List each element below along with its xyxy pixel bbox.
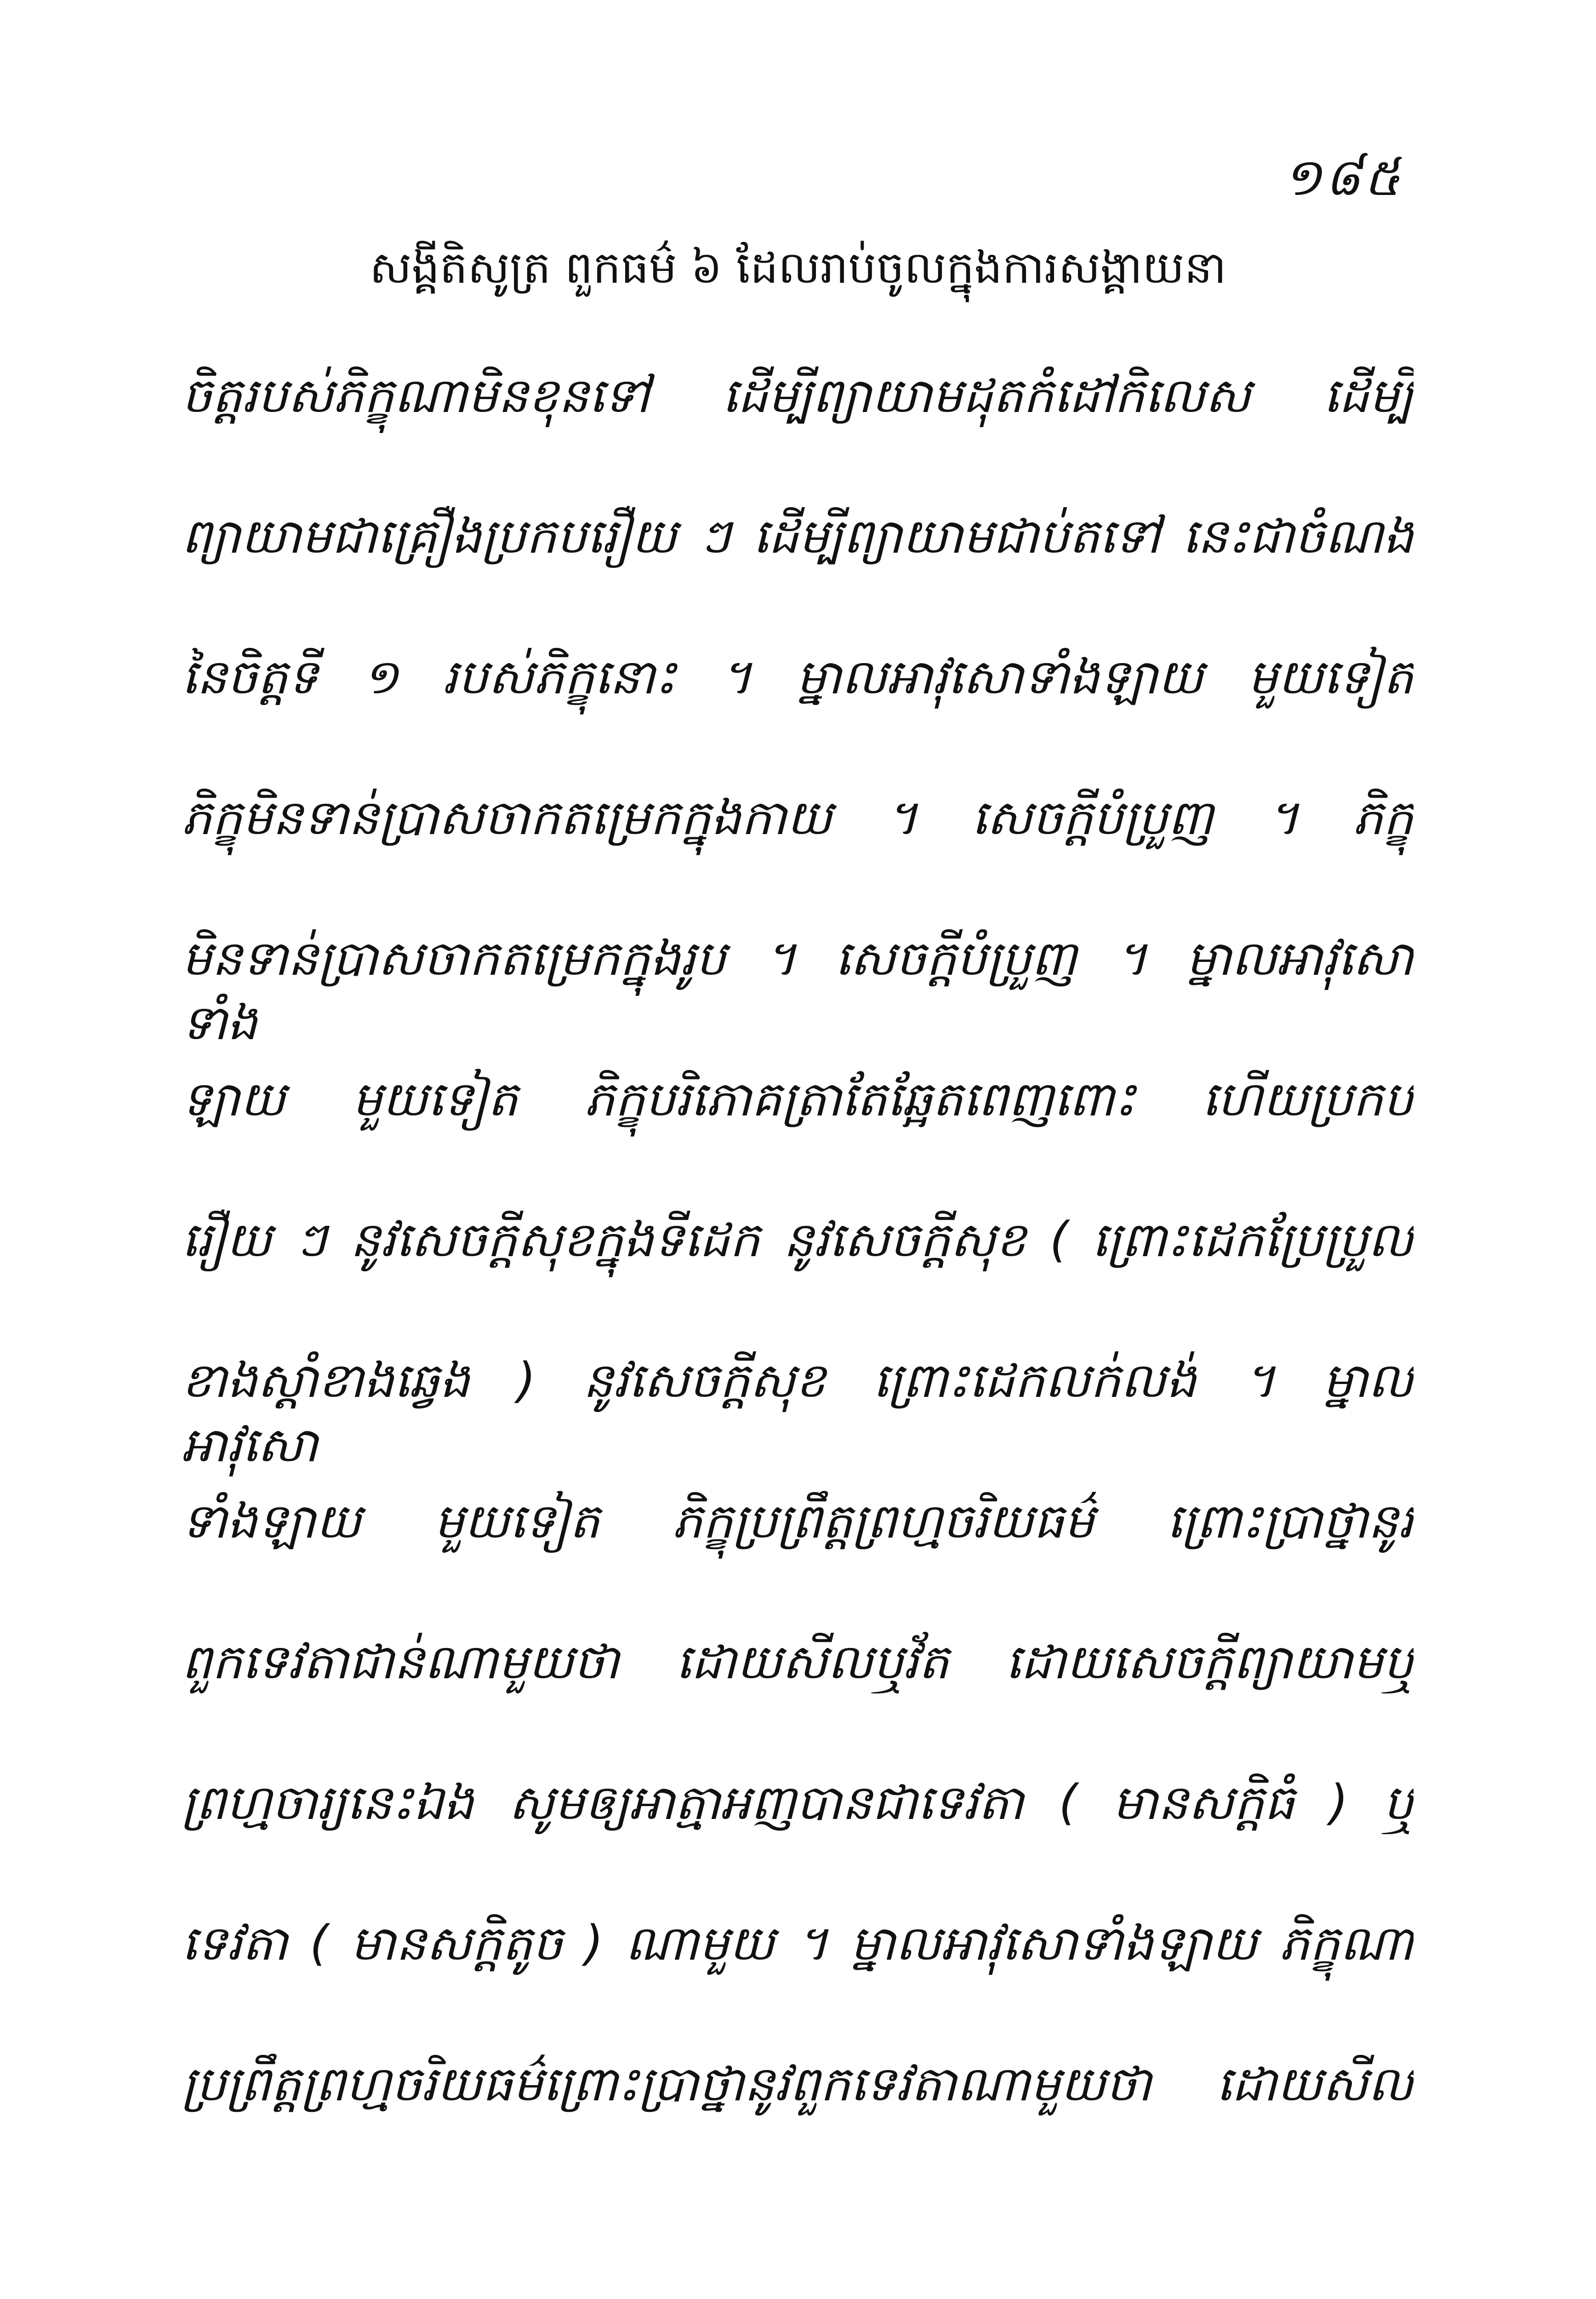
text-line: ឡាយ មួយទៀត ភិក្ខុបរិភោគត្រាតែឆ្អែតពេញពោះ ហើយប្រកប bbox=[182, 1071, 1414, 1127]
text-line: ទាំងឡាយ មួយទៀត ភិក្ខុប្រព្រឹត្តព្រហ្មចរិយធម៌ ព្រោះប្រាថ្នានូវ bbox=[182, 1493, 1414, 1549]
text-line: ប្រព្រឹត្តព្រហ្មចរិយធម៌ព្រោះប្រាថ្នានូវពួកទេវតាណាមួយថា ដោយសីល bbox=[182, 2056, 1414, 2112]
text-line: មិនទាន់ប្រាសចាកតម្រេកក្នុងរូប ។ សេចក្តីបំប្រួញ ។ ម្នាលអាវុសោទាំង bbox=[182, 930, 1414, 1051]
text-line: ទេវតា ( មានសក្តិតូច ) ណាមួយ ។ ម្នាលអាវុសោទាំងឡាយ ភិក្ខុណា bbox=[182, 1915, 1414, 1971]
body-text bbox=[182, 363, 1414, 2192]
text-line: ភិក្ខុមិនទាន់ប្រាសចាកតម្រេកក្នុងកាយ ។ សេចក្តីបំប្រួញ ។ ភិក្ខុ bbox=[182, 789, 1414, 846]
text-line: ខាងស្តាំខាងឆ្វេង ) នូវសេចក្តីសុខ ព្រោះដេកលក់លង់ ។ ម្នាលអាវុសោ bbox=[182, 1352, 1414, 1473]
text-line: នៃចិត្តទី ១ របស់ភិក្ខុនោះ ។ ម្នាលអាវុសោទាំងឡាយ មួយទៀត bbox=[182, 649, 1414, 705]
page-number: ១៨៥ bbox=[1282, 148, 1403, 207]
running-header: សង្គីតិសូត្រ ពួកធម៌ ៦ ដែលរាប់ចូលក្នុងការសង្គាយនា bbox=[370, 242, 1226, 293]
text-line: ចិត្តរបស់ភិក្ខុណាមិនខុនទៅ ដើម្បីព្យាយាមដុតកំដៅកិលេស ដើម្បី bbox=[182, 367, 1414, 423]
text-line: រឿយ ៗ នូវសេចក្តីសុខក្នុងទីដេក នូវសេចក្តីសុខ ( ព្រោះដេកប្រែប្រួល bbox=[182, 1212, 1414, 1268]
text-line: ពួកទេវតាជាន់ណាមួយថា ដោយសីលឬវ័ត ដោយសេចក្តីព្យាយាមឬ bbox=[182, 1634, 1414, 1690]
text-line: ព្យាយាមជាគ្រឿងប្រកបរឿយ ៗ ដើម្បីព្យាយាមជាប់តទៅ នេះជាចំណង bbox=[182, 508, 1414, 564]
text-line: ព្រហ្មចារ្យនេះឯង សូមឲ្យអាត្មាអញបានជាទេវតា ( មានសក្តិធំ ) ឬ bbox=[182, 1774, 1414, 1830]
